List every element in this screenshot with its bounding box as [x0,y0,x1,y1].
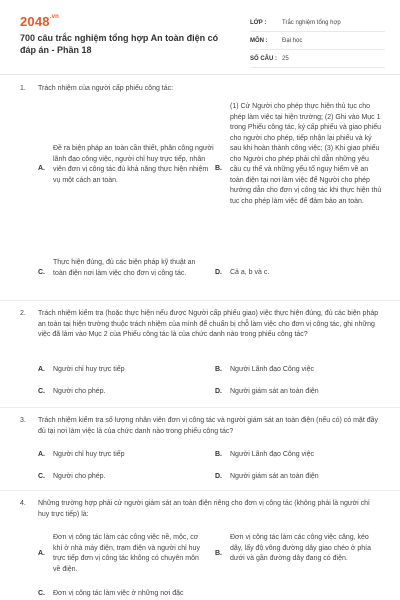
option-text: Người Lãnh đạo Công việc [230,451,314,458]
divider [0,300,400,301]
option-text: Người Lãnh đạo Công việc [230,366,314,373]
option-text: Người cho phép. [53,473,106,480]
option-letter: A. [38,550,45,557]
option-text: Đề ra biện pháp an toàn cần thiết, phân công người lãnh đạo công việc, người chỉ huy trực tiếp, nhân viên đơn vị công tác đủ khả năng thực hiện nhiệm vụ một cách an toàn. [53,145,214,184]
logo-text: 2048 [20,14,50,29]
option-letter: B. [215,451,222,458]
option-text: Đơn vị công tác làm các công việc nề, mộc, cơ khí ở nhà máy điện, trạm điện và người chỉ huy trực tiếp đơn vị công tác không có chuyên môn về điện. [53,534,200,573]
question-text: Trách nhiệm kiểm tra số lượng nhân viên đơn vị công tác và người giám sát an toàn điện (nếu có) có mặt đầy đủ tại nơi làm việc là của chức danh nào trong phiếu công tác? [38,417,378,435]
option-text: Người cho phép. [53,388,106,395]
option-letter: B. [215,165,222,172]
question-1 [20,84,382,304]
question-text: Trách nhiệm của người cấp phiếu công tác: [38,85,174,92]
option-text: Người chỉ huy trực tiếp [53,451,125,458]
question-number: 3. [20,417,26,424]
meta-subject-row [250,32,385,50]
meta-key: LỚP : [250,19,267,26]
question-3 [20,416,382,492]
meta-class-row [250,14,385,32]
question-number: 1. [20,85,26,92]
option-letter: D. [215,473,222,480]
option-text: Thực hiện đúng, đủ các biện pháp kỹ thuật an toàn điện nơi làm việc cho đơn vị công tác. [53,259,196,277]
option-text: Đơn vị công tác làm việc ở những nơi đặc [53,590,184,597]
question-2 [20,309,382,409]
option-letter: D. [215,388,222,395]
option-text: Đơn vị công tác làm các công việc căng, kéo dây, lấy độ võng đường dây giao chéo ở phía dưới và gần đường dây đang có điện. [230,534,371,562]
option-text: Người giám sát an toàn điện [230,388,319,395]
logo-suffix: .vn [49,14,60,20]
meta-value: 25 [282,55,289,62]
option-letter: C. [38,269,45,276]
meta-key: MÔN : [250,37,268,44]
divider [0,490,400,491]
divider [0,407,400,408]
option-letter: A. [38,165,45,172]
document-title: 700 câu trắc nghiệm tổng hợp An toàn điện có đáp án - Phần 18 [20,33,219,55]
question-text: Trách nhiệm kiểm tra (hoặc thực hiện nếu được Người cấp phiếu giao) việc thực hiện đúng, đủ các biện pháp an toàn tại hiện trường thuộc trách nhiệm của mình để chuẩn bị chỗ làm việc cho đơn vị công tác, ghi những việc đã làm vào Mục 2 của Phiếu công tác là của chức danh nào trong phiếu công tác? [38,310,379,338]
option-letter: D. [215,269,222,276]
question-number: 2. [20,310,26,317]
question-text: Những trường hợp phải cử người giám sát an toàn điện riêng cho đơn vị công tác (không phải là người chỉ huy trực tiếp) là: [38,500,370,518]
option-letter: A. [38,451,45,458]
document-meta [250,14,385,68]
meta-value: Trắc nghiệm tổng hợp [282,19,341,26]
option-letter: C. [38,388,45,395]
option-letter: C. [38,473,45,480]
site-logo[interactable] [20,14,59,29]
option-text: Cả a, b và c. [230,269,270,276]
option-text: (1) Cử Người cho phép thực hiện thủ tục cho phép làm việc tại hiện trường; (2) Ghi vào Mục 1 trong Phiếu công tác, ký cấp phiếu và giao phiếu cho người cho phép, tiếp nhận lại phiếu và ký sau khi hoàn thành công việc; (3) Khi giao phiếu cho Người cho phép phải chỉ dẫn những yêu cầu cụ thể và những yếu tố nguy hiểm về an toàn điện tại nơi làm việc để Người cho phép hướng dẫn cho đơn vị công tác khi thực hiện thủ tục cho phép làm việc để đảm bảo an toàn. [230,103,382,205]
option-letter: A. [38,366,45,373]
option-letter: B. [215,366,222,373]
option-letter: B. [215,550,222,557]
option-text: Người chỉ huy trực tiếp [53,366,125,373]
question-number: 4. [20,500,26,507]
meta-count-row [250,50,385,68]
option-letter: C. [38,590,45,597]
meta-value: Đại học [282,37,303,44]
document-header [0,0,400,75]
option-text: Người giám sát an toàn điện [230,473,319,480]
meta-key: SỐ CÂU : [250,55,277,62]
question-4 [20,499,382,600]
